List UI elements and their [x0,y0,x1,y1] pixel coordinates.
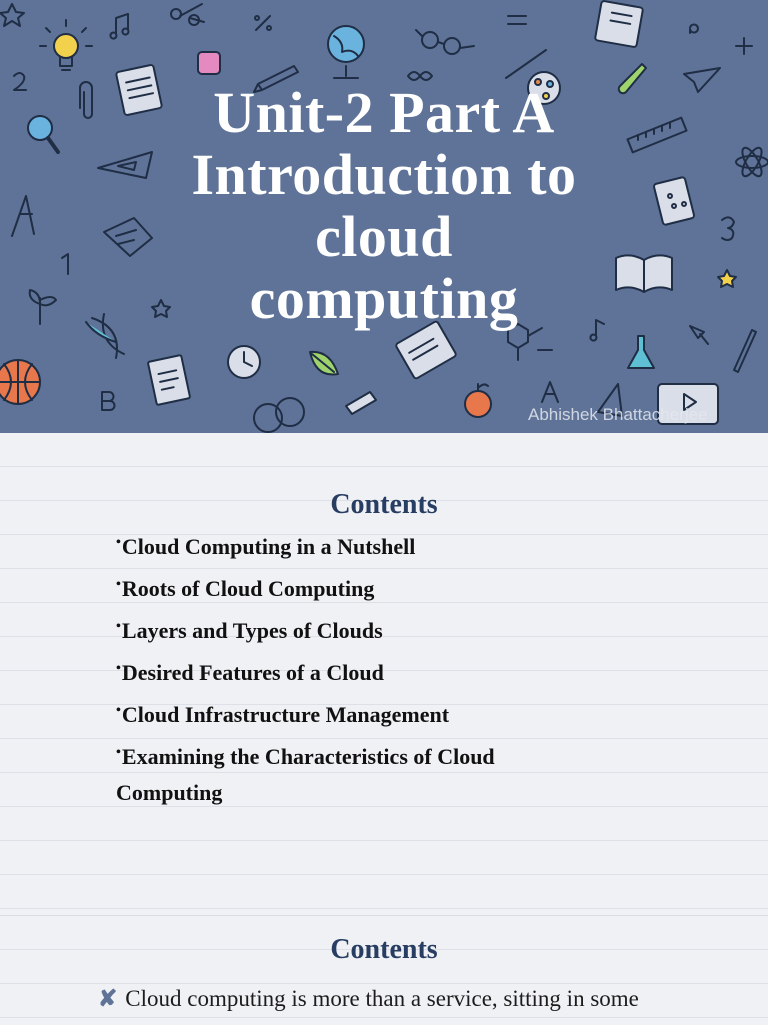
contents-list [116,529,586,817]
contents-slide [0,433,768,915]
list-item: •Roots of Cloud Computing [116,576,375,601]
body-text: ✘ Cloud computing is more than a service, sitting in some [98,986,639,1011]
contents-slide-2 [0,915,768,1025]
lightbulb-doodle [54,34,78,58]
star-doodle [0,4,24,26]
title-slide [0,0,768,433]
flask-doodle [628,336,654,368]
apple-doodle [465,391,491,417]
bullet-icon: • [116,619,121,634]
bullet-icon: • [116,577,121,592]
scissors-doodle [171,9,181,19]
bullet-icon: • [116,661,121,676]
contents-heading: Contents [330,934,438,965]
music-note-doodle [110,14,128,39]
compass-doodle [12,196,34,236]
bullet-icon: • [116,745,121,760]
bullet-icon: • [116,535,121,550]
list-item: •Layers and Types of Clouds [116,618,383,643]
list-item: •Desired Features of a Cloud [116,660,384,685]
list-item: •Examining the Characteristics of Cloud Computing [116,744,495,805]
bullet-icon: • [116,703,121,718]
cross-bullet-icon: ✘ [98,986,118,1011]
author-name: Abhishek Bhattacherjee [528,405,708,424]
slide-title: Unit-2 Part A Introduction to cloud computing [191,80,577,331]
contents-heading: Contents [330,489,438,520]
list-item: •Cloud Infrastructure Management [116,702,450,727]
list-item: •Cloud Computing in a Nutshell [116,534,416,559]
